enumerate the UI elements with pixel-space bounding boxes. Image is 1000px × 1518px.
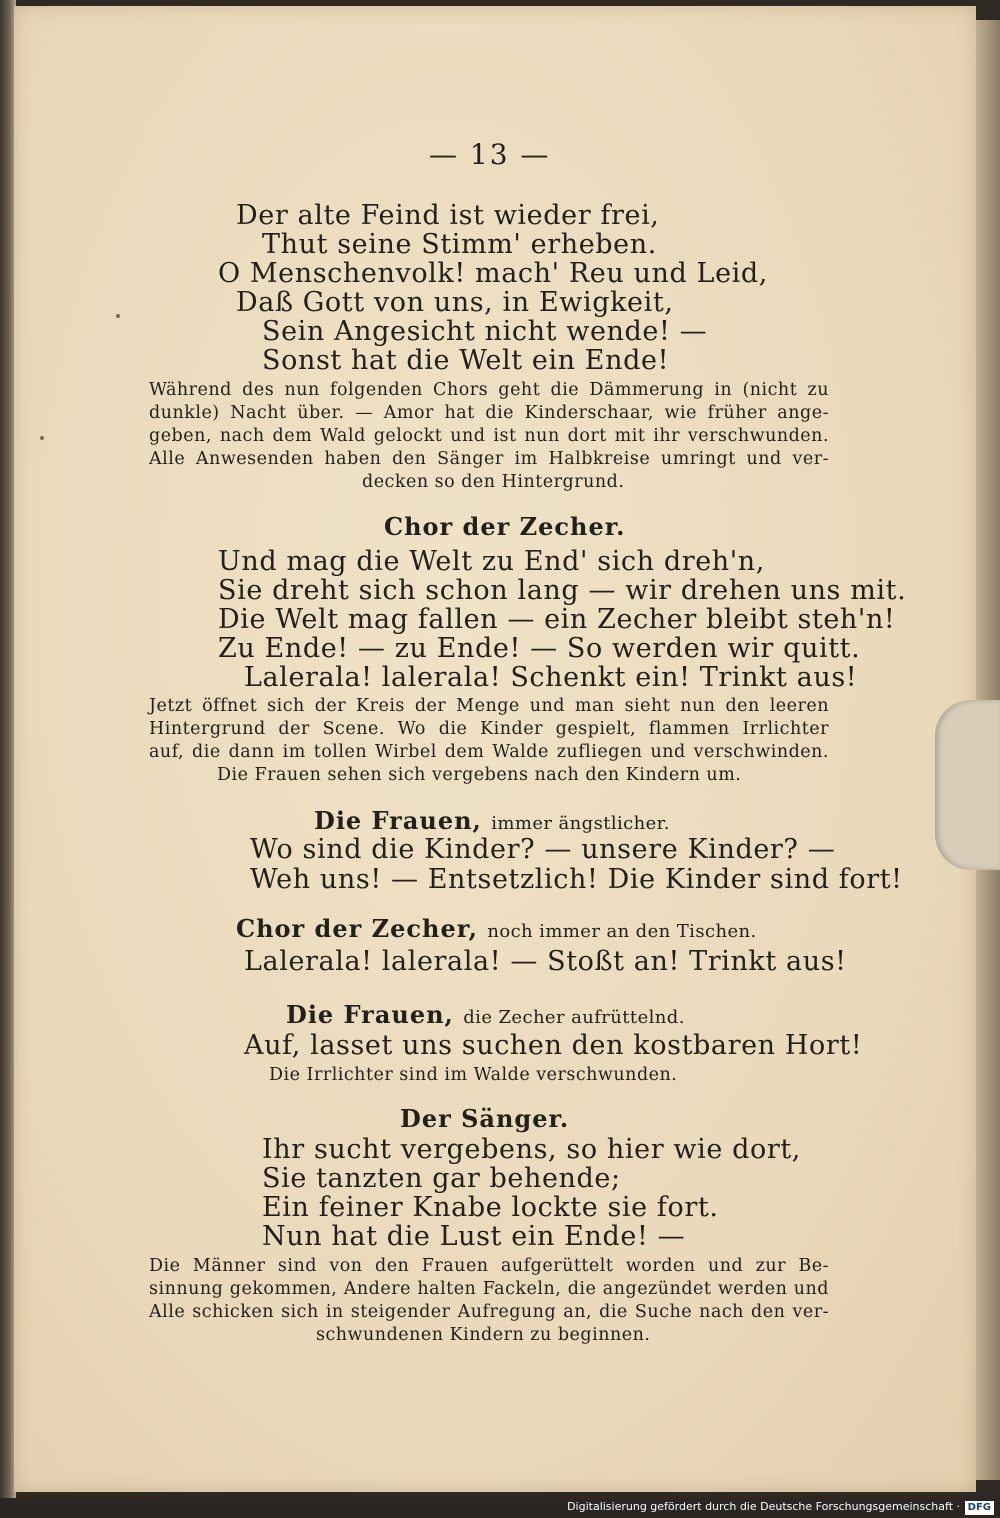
speaker-direction: immer ängstlicher.	[491, 813, 670, 834]
speaker-heading	[286, 1000, 685, 1029]
stage-direction-line: sinnung gekommen, Andere halten Fackeln, die angezündet werden und	[149, 1279, 829, 1299]
verse-line: Zu Ende! — zu Ende! — So werden wir quitt.	[218, 633, 861, 664]
verse-line: Ein feiner Knabe lockte sie fort.	[262, 1192, 719, 1223]
verse-line: Auf, lasset uns suchen den kostbaren Hort!	[244, 1030, 863, 1061]
stage-direction-line: auf, die dann im tollen Wirbel dem Walde zufliegen und verschwinden.	[149, 742, 829, 762]
page-content	[14, 6, 976, 1492]
verse-line: Daß Gott von uns, in Ewigkeit,	[236, 287, 674, 318]
verse-line: Sonst hat die Welt ein Ende!	[262, 345, 670, 376]
stage-direction-line: decken so den Hintergrund.	[362, 472, 625, 492]
stage-direction-line: Alle Anwesenden haben den Sänger im Halbkreise umringt und ver-	[149, 449, 829, 469]
stage-direction-line: geben, nach dem Wald gelockt und ist nun dort mit ihr verschwunden.	[149, 426, 829, 446]
verse-line: O Menschenvolk! mach' Reu und Leid,	[218, 258, 768, 289]
verse-line: Sie tanzten gar behende;	[262, 1163, 621, 1194]
dfg-logo: DFG	[965, 1501, 994, 1515]
paper-speck	[40, 436, 44, 440]
stage-direction-line: Die Frauen sehen sich vergebens nach den Kindern um.	[217, 765, 742, 785]
speaker-heading	[236, 914, 757, 943]
verse-line: Die Welt mag fallen — ein Zecher bleibt steh'n!	[218, 604, 896, 635]
speaker-name: Der Sänger.	[400, 1104, 570, 1133]
speaker-name: Chor der Zecher.	[384, 512, 626, 541]
digitization-footer	[0, 1498, 1000, 1518]
verse-line: Nun hat die Lust ein Ende! —	[262, 1221, 686, 1252]
stage-direction-line: schwundenen Kindern zu beginnen.	[316, 1325, 651, 1345]
verse-line: Wo sind die Kinder? — unsere Kinder? —	[250, 834, 836, 865]
verse-line: Der alte Feind ist wieder frei,	[236, 200, 660, 231]
speaker-direction: noch immer an den Tischen.	[487, 921, 757, 942]
stage-direction-line: Jetzt öffnet sich der Kreis der Menge und man sieht nun den leeren	[149, 696, 829, 716]
paper-speck	[116, 314, 120, 318]
footer-credit: Digitalisierung gefördert durch die Deutsche Forschungsgemeinschaft ·	[567, 1500, 960, 1513]
verse-line: Sein Angesicht nicht wende! —	[262, 316, 708, 347]
verse-line: Und mag die Welt zu End' sich dreh'n,	[218, 546, 765, 577]
speaker-heading	[384, 512, 626, 541]
speaker-name: Die Frauen,	[286, 1000, 454, 1029]
stage-direction-line: Die Männer sind von den Frauen aufgerüttelt worden und zur Be-	[149, 1256, 829, 1276]
verse-line: Ihr sucht vergebens, so hier wie dort,	[262, 1134, 801, 1165]
stage-direction-line: Alle schicken sich in steigender Aufregung an, die Suche nach den ver-	[149, 1302, 829, 1322]
speaker-direction: die Zecher aufrüttelnd.	[463, 1007, 685, 1028]
speaker-name: Chor der Zecher,	[236, 914, 478, 943]
verse-line: Lalerala! lalerala! — Stoßt an! Trinkt aus!	[244, 946, 847, 977]
verse-line: Lalerala! lalerala! Schenkt ein! Trinkt aus!	[244, 662, 858, 693]
verse-line: Weh uns! — Entsetzlich! Die Kinder sind fort!	[250, 864, 903, 895]
page-number: — 13 —	[429, 138, 551, 171]
stage-direction-line: dunkle) Nacht über. — Amor hat die Kinderschaar, wie früher ange-	[149, 403, 829, 423]
verse-line: Thut seine Stimm' erheben.	[262, 229, 657, 260]
stage-direction-line: Die Irrlichter sind im Walde verschwunden.	[269, 1065, 678, 1085]
verse-line: Sie dreht sich schon lang — wir drehen uns mit.	[218, 575, 907, 606]
speaker-heading	[314, 806, 670, 835]
speaker-heading	[400, 1104, 569, 1133]
speaker-name: Die Frauen,	[314, 806, 482, 835]
stage-direction-line: Während des nun folgenden Chors geht die Dämmerung in (nicht zu	[149, 380, 829, 400]
stage-direction-line: Hintergrund der Scene. Wo die Kinder gespielt, flammen Irrlichter	[149, 719, 829, 739]
